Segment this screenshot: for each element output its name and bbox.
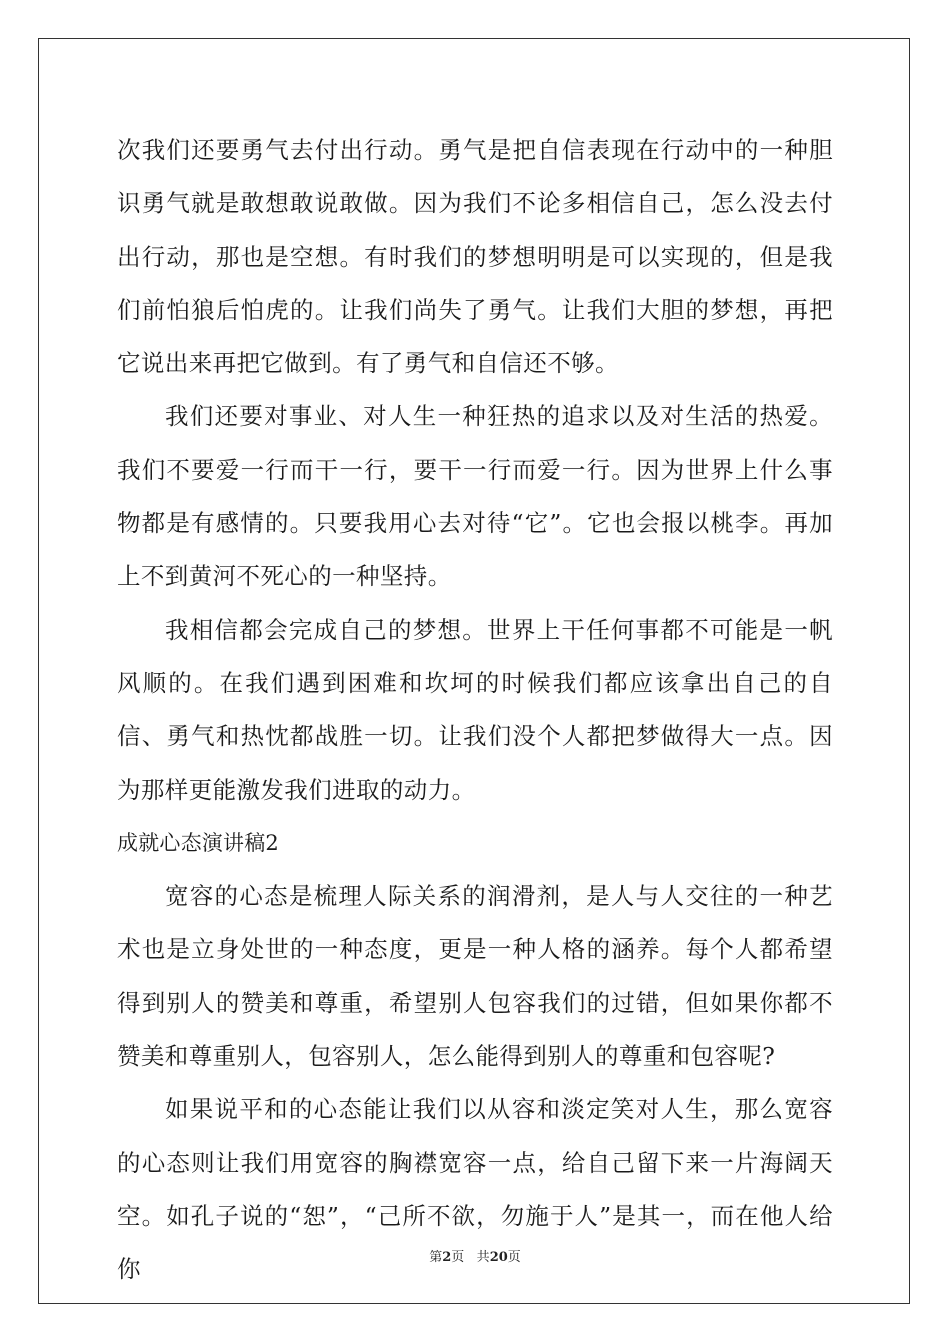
page-number: 2 (442, 1250, 452, 1265)
section-heading: 成就心态演讲稿2 (117, 830, 279, 855)
page-prefix: 第 (429, 1250, 443, 1265)
page-suffix: 页 (451, 1250, 465, 1265)
total-suffix: 页 (507, 1250, 521, 1265)
paragraph: 我们还要对事业、对人生一种狂热的追求以及对生活的热爱。我们不要爱一行而干一行，要干一行而爱一行。因为世界上什么事物都是有感情的。只要我用心去对待“它”。它也会报以桃李。再加上不到黄河不死心的一种坚持。 (117, 402, 833, 591)
document-body (117, 124, 833, 1297)
paragraph-continuation: 次我们还要勇气去付出行动。勇气是把自信表现在行动中的一种胆识勇气就是敢想敢说敢做。因为我们不论多相信自己，怎么没去付出行动，那也是空想。有时我们的梦想明明是可以实现的，但是我们前怕狼后怕虎的。让我们尚失了勇气。让我们大胆的梦想，再把它说出来再把它做到。有了勇气和自信还不够。 (117, 136, 833, 378)
total-pages: 20 (489, 1250, 508, 1265)
paragraph: 如果说平和的心态能让我们以从容和淡定笑对人生，那么宽容的心态则让我们用宽容的胸襟宽容一点，给自己留下来一片海阔天空。如孔子说的“恕”，“己所不欲，勿施于人”是其一，而在他人给你 (117, 1095, 833, 1284)
total-prefix: 共 (476, 1250, 490, 1265)
paragraph: 宽容的心态是梳理人际关系的润滑剂，是人与人交往的一种艺术也是立身处世的一种态度，更是一种人格的涵养。每个人都希望得到别人的赞美和尊重，希望别人包容我们的过错，但如果你都不赞美和尊重别人，包容别人，怎么能得到别人的尊重和包容呢? (117, 882, 833, 1071)
page-footer (0, 1246, 950, 1265)
paragraph: 我相信都会完成自己的梦想。世界上干任何事都不可能是一帆风顺的。在我们遇到困难和坎坷的时候我们都应该拿出自己的自信、勇气和热忱都战胜一切。让我们没个人都把梦做得大一点。因为那样更能激发我们进取的动力。 (117, 615, 833, 804)
